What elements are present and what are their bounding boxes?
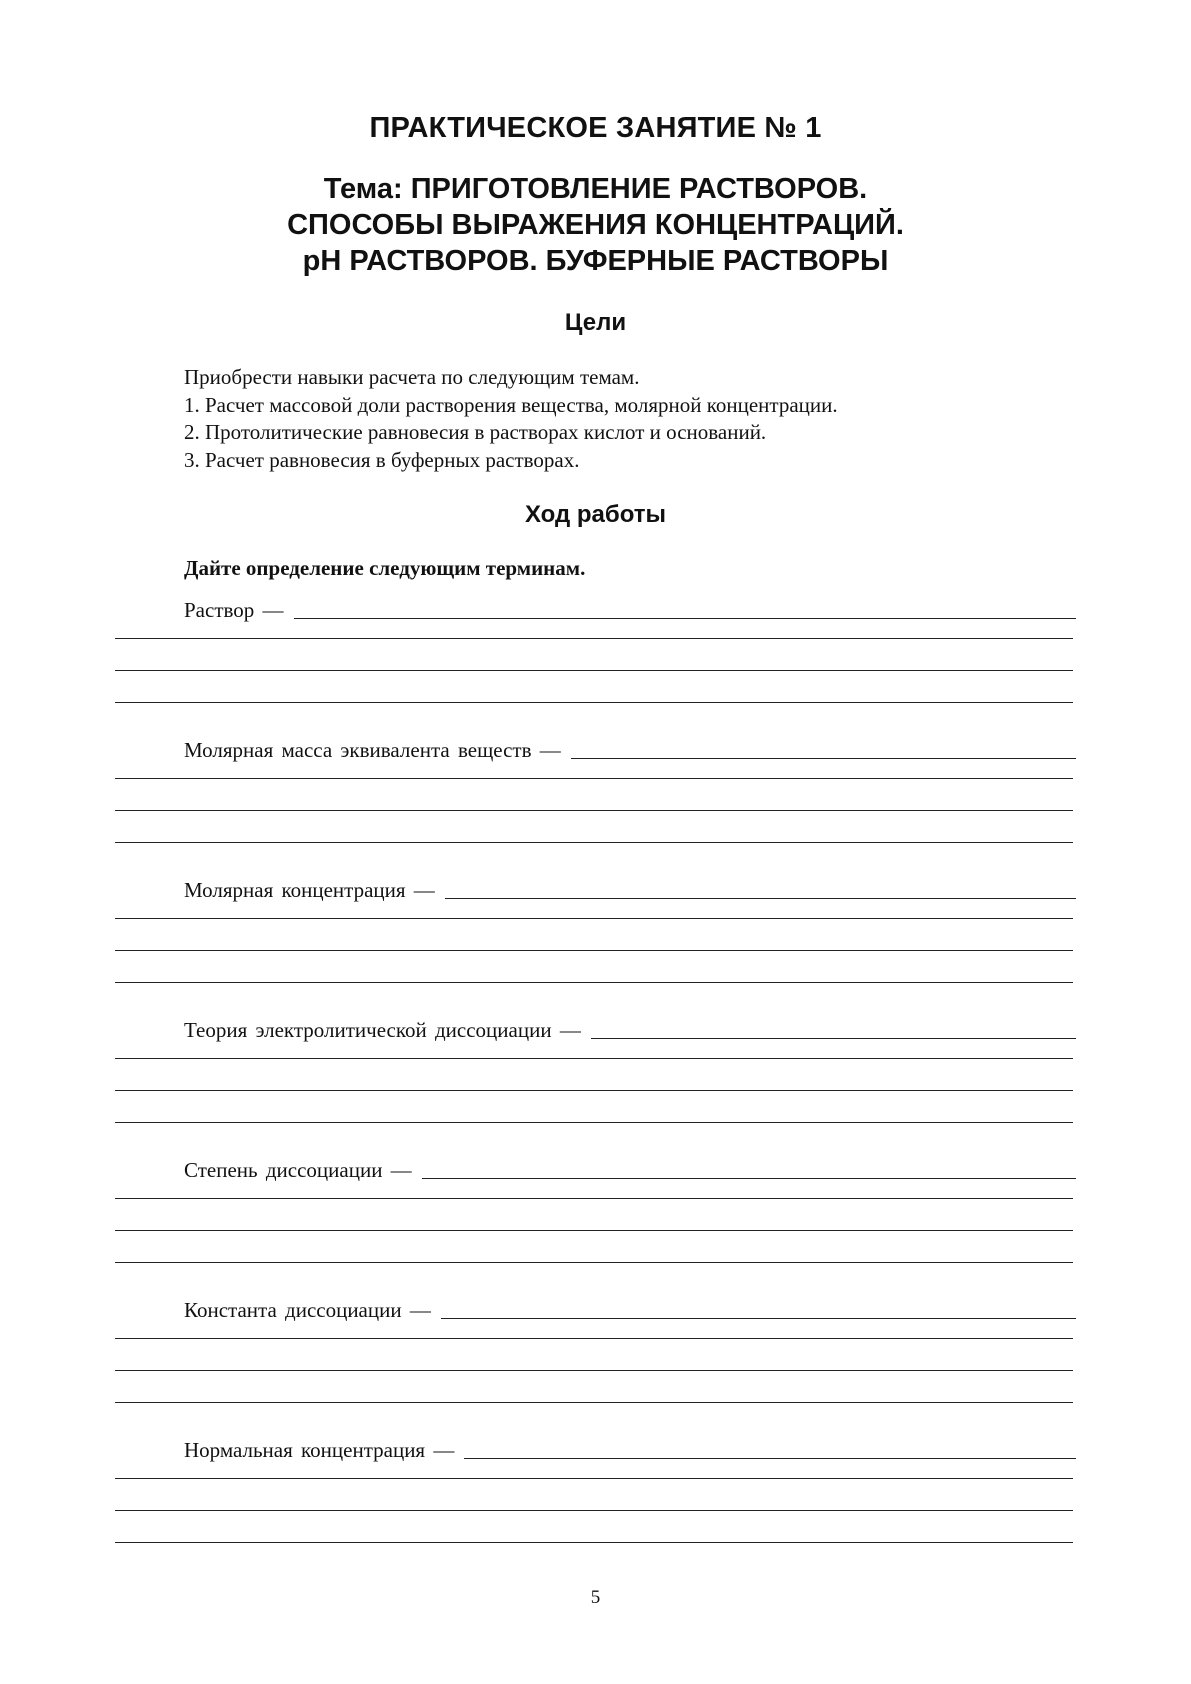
goal-item: 3. Расчет равновесия в буферных растворах. bbox=[184, 447, 580, 472]
term-block bbox=[0, 1153, 1191, 1293]
term-block bbox=[0, 1433, 1191, 1573]
term-block bbox=[0, 873, 1191, 1013]
answer-line[interactable] bbox=[294, 594, 1076, 619]
answer-line[interactable] bbox=[115, 842, 1073, 843]
term-block bbox=[0, 1013, 1191, 1153]
goal-item: 1. Расчет массовой доли растворения вещества, молярной концентрации. bbox=[184, 392, 838, 417]
answer-line[interactable] bbox=[441, 1294, 1076, 1319]
answer-line[interactable] bbox=[115, 982, 1073, 983]
page-title: ПРАКТИЧЕСКОЕ ЗАНЯТИЕ № 1 bbox=[369, 112, 822, 144]
answer-line[interactable] bbox=[115, 1090, 1073, 1091]
answer-line[interactable] bbox=[115, 1122, 1073, 1123]
answer-line[interactable] bbox=[115, 1542, 1073, 1543]
answer-line[interactable] bbox=[115, 702, 1073, 703]
answer-line[interactable] bbox=[591, 1014, 1076, 1039]
answer-line[interactable] bbox=[571, 734, 1076, 759]
answer-line[interactable] bbox=[445, 874, 1076, 899]
term-label: Раствор — bbox=[184, 598, 284, 622]
term-label: Молярная концентрация — bbox=[184, 878, 435, 902]
answer-line[interactable] bbox=[115, 1058, 1073, 1059]
term-block bbox=[0, 733, 1191, 873]
topic-line: pH РАСТВОРОВ. БУФЕРНЫЕ РАСТВОРЫ bbox=[302, 245, 889, 277]
term-label: Степень диссоциации — bbox=[184, 1158, 412, 1182]
term-row bbox=[184, 873, 1076, 903]
answer-line[interactable] bbox=[115, 1198, 1073, 1199]
answer-line[interactable] bbox=[115, 1510, 1073, 1511]
term-block bbox=[0, 593, 1191, 733]
answer-line[interactable] bbox=[115, 638, 1073, 639]
answer-line[interactable] bbox=[115, 670, 1073, 671]
answer-line[interactable] bbox=[115, 1402, 1073, 1403]
answer-line[interactable] bbox=[115, 810, 1073, 811]
term-label: Константа диссоциации — bbox=[184, 1298, 431, 1322]
answer-line[interactable] bbox=[115, 1370, 1073, 1371]
term-row bbox=[184, 733, 1076, 763]
goals-heading: Цели bbox=[564, 309, 627, 336]
term-row bbox=[184, 1293, 1076, 1323]
goals-intro: Приобрести навыки расчета по следующим темам. bbox=[184, 365, 640, 389]
answer-line[interactable] bbox=[115, 1230, 1073, 1231]
answer-line[interactable] bbox=[115, 1478, 1073, 1479]
term-row bbox=[184, 1433, 1076, 1463]
topic-line: СПОСОБЫ ВЫРАЖЕНИЯ КОНЦЕНТРАЦИЙ. bbox=[287, 209, 904, 241]
page-number: 5 bbox=[590, 1587, 601, 1608]
answer-line[interactable] bbox=[115, 918, 1073, 919]
answer-line[interactable] bbox=[115, 778, 1073, 779]
progress-heading: Ход работы bbox=[524, 501, 667, 528]
task-instruction: Дайте определение следующим терминам. bbox=[184, 556, 586, 580]
answer-line[interactable] bbox=[422, 1154, 1076, 1179]
answer-line[interactable] bbox=[115, 950, 1073, 951]
answer-line[interactable] bbox=[115, 1262, 1073, 1263]
term-label: Нормальная концентрация — bbox=[184, 1438, 455, 1462]
term-label: Теория электролитической диссоциации — bbox=[184, 1018, 581, 1042]
term-label: Молярная масса эквивалента веществ — bbox=[184, 738, 561, 762]
term-row bbox=[184, 1013, 1076, 1043]
answer-line[interactable] bbox=[115, 1338, 1073, 1339]
term-block bbox=[0, 1293, 1191, 1433]
topic-line: Тема: ПРИГОТОВЛЕНИЕ РАСТВОРОВ. bbox=[323, 173, 868, 205]
goal-item: 2. Протолитические равновесия в растворах кислот и оснований. bbox=[184, 420, 767, 444]
goals-list bbox=[184, 364, 838, 474]
answer-line[interactable] bbox=[464, 1434, 1076, 1459]
term-row bbox=[184, 593, 1076, 623]
term-row bbox=[184, 1153, 1076, 1183]
topic-title bbox=[0, 171, 1191, 279]
